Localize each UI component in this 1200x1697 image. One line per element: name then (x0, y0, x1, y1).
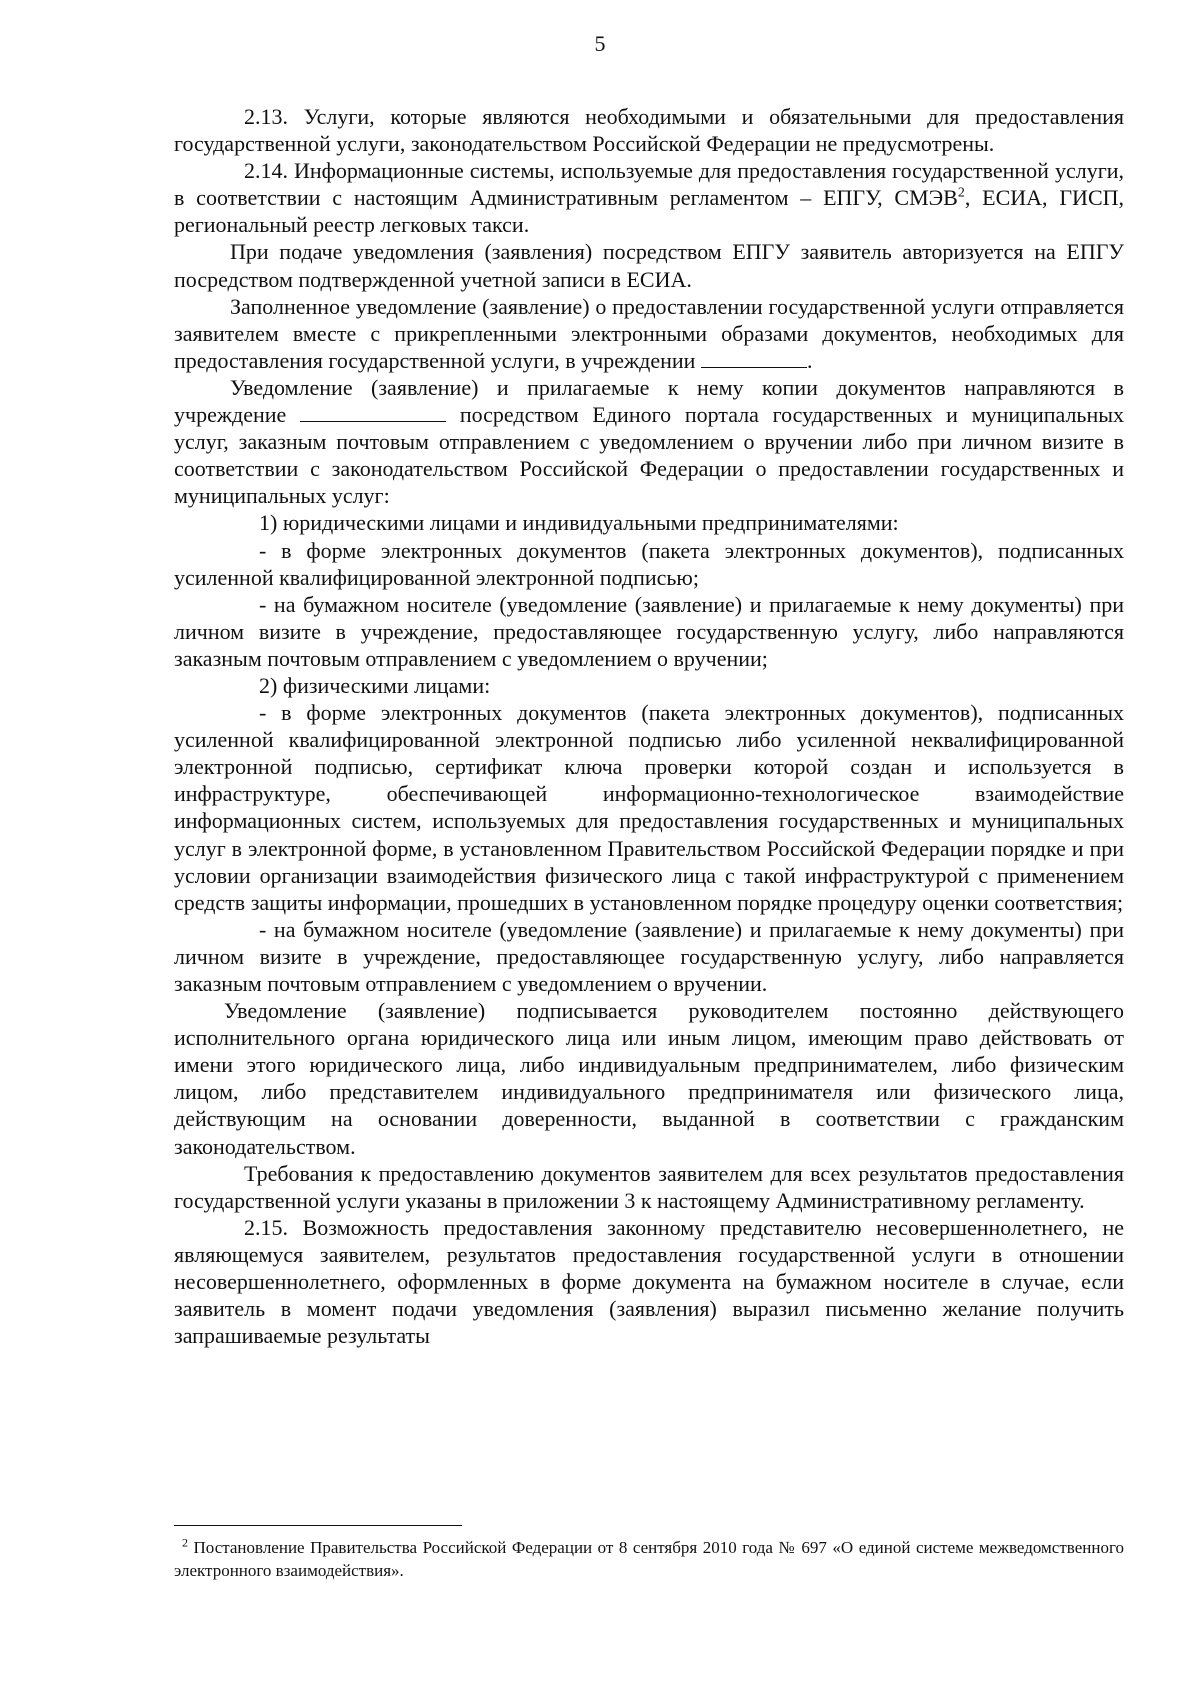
paragraph-requirements: Требования к предоставлению документов заявителем для всех результатов предоставления государственной услуги указаны в приложении 3 к настоящему Административному регламенту. (174, 1160, 1124, 1213)
list-item-paper-documents: - на бумажном носителе (уведомление (заявление) и прилагаемые к нему документы) при личном визите в учреждение, предоставляющее государственную услугу, либо направляются заказным почтовым отправлением с уведомлением о вручении; (174, 591, 1124, 671)
footnote-mark: 2 (182, 1535, 188, 1550)
list-item-electronic-documents-individuals: - в форме электронных документов (пакета электронных документов), подписанных усиленной квалифицированной электронной подписью либо усиленной неквалифицированной электронной подписью, сертификат ключа проверки которой создан и используется в инфраструктуре, обеспечивающей информационно-технологическое взаимодействие информационных систем, используемых для предоставления государственных и муниципальных услуг в электронной форме, в установленном Правительством Российской Федерации порядке и при условии организации взаимодействия физического лица с такой инфраструктурой с применением средств защиты информации, прошедших в установленном порядке процедуру оценки соответствия; (174, 700, 1124, 915)
paragraph-2-14-text: 2.14. Информационные системы, используемые для предоставления государственной услуги, в соответствии с настоящим Административным регламентом – ЕПГУ, СМЭВ (174, 158, 1124, 211)
paragraph-2-15: 2.15. Возможность предоставления законному представителю несовершеннолетнего, не являющемуся заявителем, результатов предоставления государственной услуги в отношении несовершеннолетнего, оформленных в форме документа на бумажном носителе в случае, если заявитель в момент подачи уведомления (заявления) выразил письменно желание получить запрашиваемые результаты (174, 1214, 1124, 1349)
institution-blank (701, 349, 807, 368)
footnote-divider (174, 1525, 462, 1526)
institution-blank (300, 403, 446, 422)
paragraph-filled-notification-end: . (806, 347, 813, 373)
paragraph-epgu-authorization: При подаче уведомления (заявления) посредством ЕПГУ заявитель авторизуется на ЕПГУ посредством подтвержденной учетной записи в ЕСИА. (174, 239, 1124, 292)
list-item-electronic-documents: - в форме электронных документов (пакета электронных документов), подписанных усиленной квалифицированной электронной подписью; (174, 537, 1124, 590)
paragraph-filled-notification-text: Заполненное уведомление (заявление) о предоставлении государственной услуги отправляется заявителем вместе с прикрепленными электронными образами документов, необходимых для предоставления государственной услуги, в учреждении (174, 293, 1124, 373)
paragraph-submission-methods-text: Уведомление (заявление) и прилагаемые к нему копии документов направляются в учреждение (174, 374, 1124, 428)
paragraph-filled-notification (174, 293, 1124, 374)
list-item-individuals: 2) физическими лицами: (259, 672, 491, 698)
footnote-text: Постановление Правительства Российской Федерации от 8 сентября 2010 года № 697 «О единой системе межведомственного электронного взаимодействия». (174, 1538, 1124, 1580)
document-body (174, 103, 1124, 1349)
list-item-paper-documents-individuals: - на бумажном носителе (уведомление (заявление) и прилагаемые к нему документы) при личном визите в учреждение, предоставляющее государственную услугу, либо направляется заказным почтовым отправлением с уведомлением о вручении. (174, 916, 1124, 996)
page-number: 5 (594, 31, 606, 56)
paragraph-submission-methods-end: посредством Единого портала государственных и муниципальных услуг, заказным почтовым отправлением с уведомлением о вручении либо при личном визите в соответствии с законодательством Российской Федерации о предоставлении государственных и муниципальных услуг: (174, 402, 1125, 509)
list-item-legal-entities: 1) юридическими лицами и индивидуальными предпринимателями: (259, 510, 899, 536)
paragraph-submission-methods (174, 374, 1124, 509)
paragraph-2-14-text-end: , ЕСИА, ГИСП, региональный реестр легковых такси. (174, 185, 1124, 238)
footnote (174, 1536, 1124, 1582)
paragraph-2-13: 2.13. Услуги, которые являются необходимыми и обязательными для предоставления государственной услуги, законодательством Российской Федерации не предусмотрены. (174, 104, 1124, 157)
paragraph-signature: Уведомление (заявление) подписывается руководителем постоянно действующего исполнительного органа юридического лица или иным лицом, имеющим право действовать от имени этого юридического лица, либо индивидуальным предпринимателем, либо физическим лицом, либо представителем индивидуального предпринимателя или физического лица, действующим на основании доверенности, выданной в соответствии с гражданским законодательством. (174, 998, 1124, 1159)
paragraph-2-14 (174, 157, 1124, 238)
footnote-reference: 2 (957, 185, 965, 201)
